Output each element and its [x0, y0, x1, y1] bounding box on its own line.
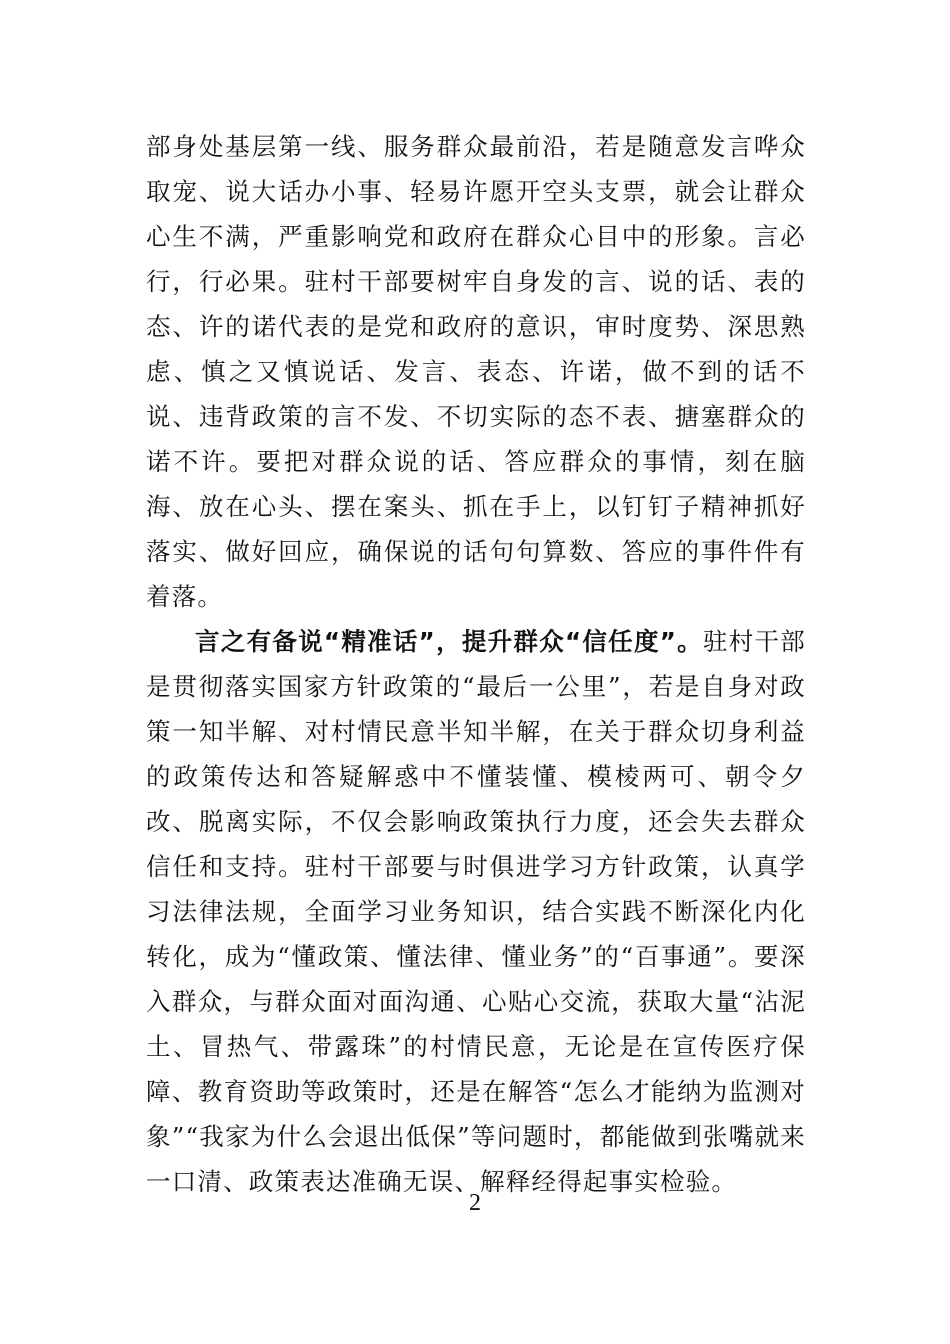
section-heading: 言之有备说“精准话”，提升群众“信任度”。: [195, 627, 703, 656]
paragraph-text: 驻村干部是贯彻落实国家方针政策的“最后一公里”，若是自身对政策一知半解、对村情民意半知半解，在关于群众切身利益的政策传达和答疑解惑中不懂装懂、模棱两可、朝令夕改、脱离实际，不仅会影响政策执行力度，还会失去群众信任和支持。驻村干部要与时俱进学习方针政策，认真学习法律法规，全面学习业务知识，结合实践不断深化内化转化，成为“懂政策、懂法律、懂业务”的“百事通”。要深入群众，与群众面对面沟通、心贴心交流，获取大量“沾泥土、冒热气、带露珠”的村情民意，无论是在宣传医疗保障、教育资助等政策时，还是在解答“怎么才能纳为监测对象”“我家为什么会退出低保”等问题时，都能做到张嘴就来一口清、政策表达准确无误、解释经得起事实检验。: [146, 627, 806, 1196]
paragraph-continuation: [146, 124, 806, 619]
document-body: [146, 124, 806, 1204]
page-number: 2: [469, 1190, 481, 1216]
paragraph-section: [146, 619, 806, 1204]
paragraph-text: 部身处基层第一线、服务群众最前沿，若是随意发言哗众取宠、说大话办小事、轻易许愿开空头支票，就会让群众心生不满，严重影响党和政府在群众心目中的形象。言必行，行必果。驻村干部要树牢自身发的言、说的话、表的态、许的诺代表的是党和政府的意识，审时度势、深思熟虑、慎之又慎说话、发言、表态、许诺，做不到的话不说、违背政策的言不发、不切实际的态不表、搪塞群众的诺不许。要把对群众说的话、答应群众的事情，刻在脑海、放在心头、摆在案头、抓在手上，以钉钉子精神抓好落实、做好回应，确保说的话句句算数、答应的事件件有着落。: [146, 132, 806, 611]
